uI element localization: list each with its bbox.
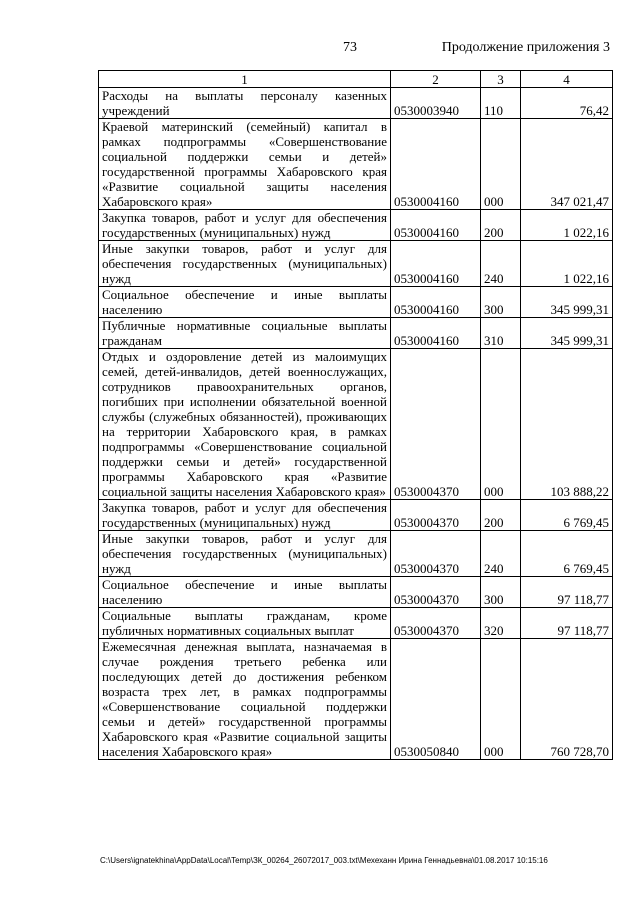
expense-type-code: 310 (481, 318, 521, 349)
expense-name: Иные закупки товаров, работ и услуг для обеспечения государственных (муниципальных) нужд (99, 241, 391, 287)
expense-name: Отдых и оздоровление детей из малоимущих семей, детей-инвалидов, детей военнослужащих, сотрудников правоохранительных органов, погибших при исполнении обязательной военной службы (служебных обязанностей), проживающих на территории Хабаровского края, в рамках подпрограммы «Совершенствование социальной поддержки семьи и детей» государственной программы Хабаровского края «Развитие социальной защиты населения Хабаровского края» (99, 349, 391, 500)
page-number: 73 (343, 40, 357, 55)
column-header-1: 1 (99, 71, 391, 88)
target-code: 0530004160 (391, 241, 481, 287)
column-number-row (99, 71, 613, 88)
table-row (99, 119, 613, 210)
column-header-2: 2 (391, 71, 481, 88)
expense-type-code: 200 (481, 500, 521, 531)
expense-type-code: 000 (481, 119, 521, 210)
expense-name: Социальное обеспечение и иные выплаты населению (99, 577, 391, 608)
amount: 6 769,45 (521, 531, 613, 577)
table-row (99, 241, 613, 287)
table-row (99, 500, 613, 531)
expense-name: Публичные нормативные социальные выплаты гражданам (99, 318, 391, 349)
amount: 760 728,70 (521, 639, 613, 760)
table-row (99, 349, 613, 500)
target-code: 0530050840 (391, 639, 481, 760)
amount: 76,42 (521, 88, 613, 119)
expense-type-code: 240 (481, 241, 521, 287)
target-code: 0530004160 (391, 287, 481, 318)
expense-type-code: 110 (481, 88, 521, 119)
column-header-3: 3 (481, 71, 521, 88)
expense-name: Ежемесячная денежная выплата, назначаемая в случае рождения третьего ребенка или последующих детей до достижения ребенком возраста трех лет, в рамках подпрограммы «Совершенствование социальной поддержки семьи и детей» государственной программы Хабаровского края «Развитие социальной защиты населения Хабаровского края» (99, 639, 391, 760)
expense-name: Социальные выплаты гражданам, кроме публичных нормативных социальных выплат (99, 608, 391, 639)
expense-type-code: 320 (481, 608, 521, 639)
expense-name: Расходы на выплаты персоналу казенных учреждений (99, 88, 391, 119)
amount: 1 022,16 (521, 210, 613, 241)
amount: 103 888,22 (521, 349, 613, 500)
table-row (99, 210, 613, 241)
expense-name: Закупка товаров, работ и услуг для обеспечения государственных (муниципальных) нужд (99, 210, 391, 241)
amount: 6 769,45 (521, 500, 613, 531)
target-code: 0530004370 (391, 349, 481, 500)
expense-name: Закупка товаров, работ и услуг для обеспечения государственных (муниципальных) нужд (99, 500, 391, 531)
amount: 1 022,16 (521, 241, 613, 287)
expense-type-code: 000 (481, 639, 521, 760)
amount: 347 021,47 (521, 119, 613, 210)
table-row (99, 287, 613, 318)
amount: 345 999,31 (521, 318, 613, 349)
table-row (99, 639, 613, 760)
target-code: 0530003940 (391, 88, 481, 119)
expense-type-code: 300 (481, 577, 521, 608)
footer-file-path: C:\Users\ignatekhina\AppData\Local\Temp\ЗК_00264_26072017_003.txt\Мехеханн Ирина Геннадьевна\01.08.2017 10:15:16 (100, 856, 548, 865)
column-header-4: 4 (521, 71, 613, 88)
target-code: 0530004370 (391, 608, 481, 639)
expense-type-code: 000 (481, 349, 521, 500)
expense-type-code: 200 (481, 210, 521, 241)
table-row (99, 88, 613, 119)
expense-name: Краевой материнский (семейный) капитал в рамках подпрограммы «Совершенствование социальной поддержки семьи и детей» государственной программы Хабаровского края «Развитие социальной защиты населения Хабаровского края» (99, 119, 391, 210)
expense-type-code: 240 (481, 531, 521, 577)
table-row (99, 577, 613, 608)
target-code: 0530004370 (391, 500, 481, 531)
table-row (99, 318, 613, 349)
expense-name: Иные закупки товаров, работ и услуг для обеспечения государственных (муниципальных) нужд (99, 531, 391, 577)
target-code: 0530004370 (391, 531, 481, 577)
expense-type-code: 300 (481, 287, 521, 318)
target-code: 0530004370 (391, 577, 481, 608)
amount: 97 118,77 (521, 608, 613, 639)
expense-name: Социальное обеспечение и иные выплаты населению (99, 287, 391, 318)
target-code: 0530004160 (391, 318, 481, 349)
table-row (99, 608, 613, 639)
amount: 97 118,77 (521, 577, 613, 608)
appendix-continuation-note: Продолжение приложения 3 (441, 40, 610, 55)
budget-table (98, 70, 613, 760)
table-row (99, 531, 613, 577)
target-code: 0530004160 (391, 119, 481, 210)
amount: 345 999,31 (521, 287, 613, 318)
target-code: 0530004160 (391, 210, 481, 241)
